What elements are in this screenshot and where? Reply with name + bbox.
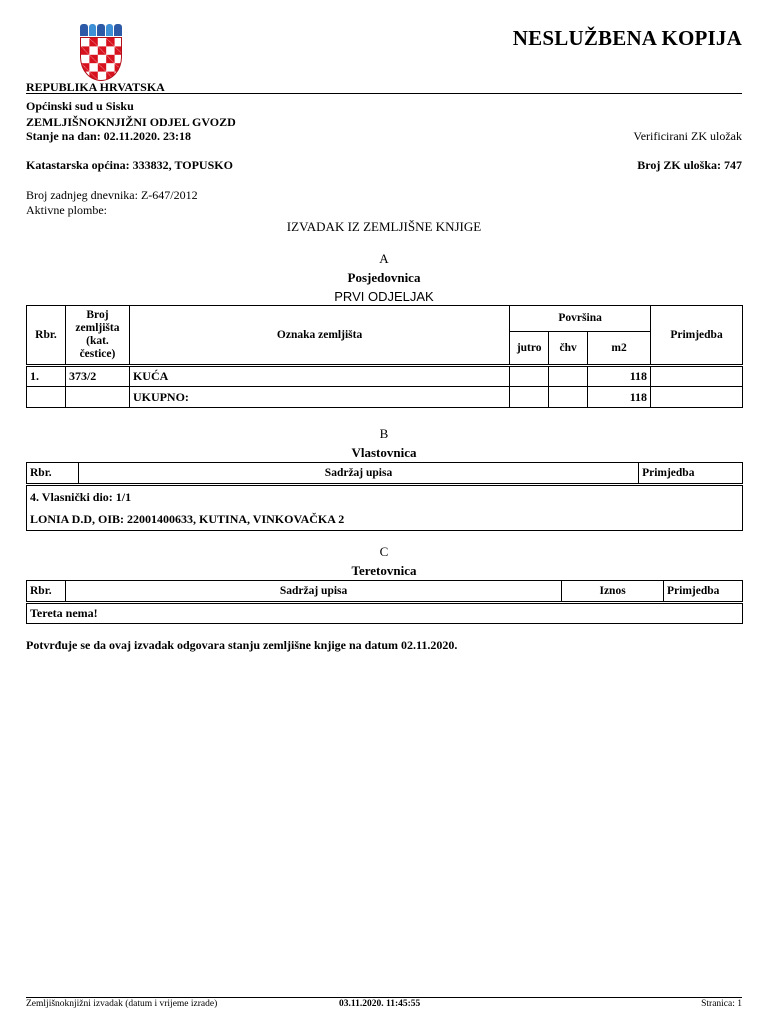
section-b-letter: B (379, 426, 389, 441)
row-rbr: 1. (27, 366, 66, 387)
confirmation-text: Potvrđuje se da ovaj izvadak odgovara stanju zemljišne knjige na datum 02.11.2020. (26, 638, 458, 652)
coat-of-arms-logo (80, 24, 122, 80)
encumbrance-table (26, 580, 743, 624)
total-m2: 118 (588, 387, 651, 408)
col-rbr: Rbr. (27, 306, 66, 366)
verified-label: Verificirani ZK uložak (633, 129, 742, 143)
encumbrance-entry: Tereta nema! (27, 603, 743, 624)
zk-number: Broj ZK uloška: 747 (637, 158, 742, 172)
col-rbr: Rbr. (27, 463, 79, 485)
state-as-of: Stanje na dan: 02.11.2020. 23:18 (26, 129, 192, 143)
section-a-name: Posjedovnica (347, 270, 421, 285)
col-chv: čhv (549, 332, 588, 366)
col-jutro: jutro (510, 332, 549, 366)
total-row (27, 387, 743, 408)
section-a-letter: A (379, 251, 389, 266)
owner-details: LONIA D.D, OIB: 22001400633, KUTINA, VINKOVAČKA 2 (30, 512, 345, 526)
footer-page: Stranica: 1 (701, 999, 742, 1009)
footer-divider (26, 997, 742, 998)
department-name: ZEMLJIŠNOKNJIŽNI ODJEL GVOZD (26, 115, 236, 129)
ownership-table (26, 462, 743, 531)
court-name: Općinski sud u Sisku (26, 99, 134, 113)
col-remark: Primjedba (664, 581, 743, 603)
col-area: Površina (510, 306, 651, 332)
col-rbr: Rbr. (27, 581, 66, 603)
row-jutro (510, 366, 549, 387)
cadastral-municipality: Katastarska općina: 333832, TOPUSKO (26, 158, 233, 172)
row-remark (651, 366, 743, 387)
possession-table (26, 305, 743, 408)
ownership-share: 4. Vlasnički dio: 1/1 (30, 490, 132, 504)
section-c-name: Teretovnica (351, 563, 417, 578)
col-designation: Oznaka zemljišta (129, 306, 509, 366)
col-content: Sadržaj upisa (65, 581, 561, 603)
country-name: REPUBLIKA HRVATSKA (26, 80, 165, 94)
row-m2: 118 (588, 366, 651, 387)
col-remark: Primjedba (651, 306, 743, 366)
section-c-letter: C (379, 544, 389, 559)
footer-label: Zemljišnoknjižni izvadak (datum i vrijeme izrade) (26, 999, 218, 1009)
col-m2: m2 (588, 332, 651, 366)
row-chv (549, 366, 588, 387)
table-row (27, 366, 743, 387)
col-content: Sadržaj upisa (78, 463, 638, 485)
section-b-name: Vlastovnica (351, 445, 417, 460)
list-item (27, 603, 743, 624)
footer-datetime: 03.11.2020. 11:45:55 (339, 999, 421, 1009)
header-divider (26, 93, 742, 94)
total-label: UKUPNO: (129, 387, 509, 408)
col-remark: Primjedba (639, 463, 743, 485)
document-title: IZVADAK IZ ZEMLJIŠNE KNJIGE (286, 219, 482, 234)
unofficial-copy-title: NESLUŽBENA KOPIJA (512, 26, 742, 50)
col-parcel-number: Broj zemljišta (kat. čestice) (65, 306, 129, 366)
row-designation: KUĆA (129, 366, 509, 387)
section-a-subtitle: PRVI ODJELJAK (334, 289, 434, 304)
active-seals: Aktivne plombe: (26, 203, 107, 217)
row-parcel: 373/2 (65, 366, 129, 387)
last-diary-number: Broj zadnjeg dnevnika: Z-647/2012 (26, 188, 198, 202)
col-amount: Iznos (562, 581, 664, 603)
list-item (27, 485, 743, 531)
